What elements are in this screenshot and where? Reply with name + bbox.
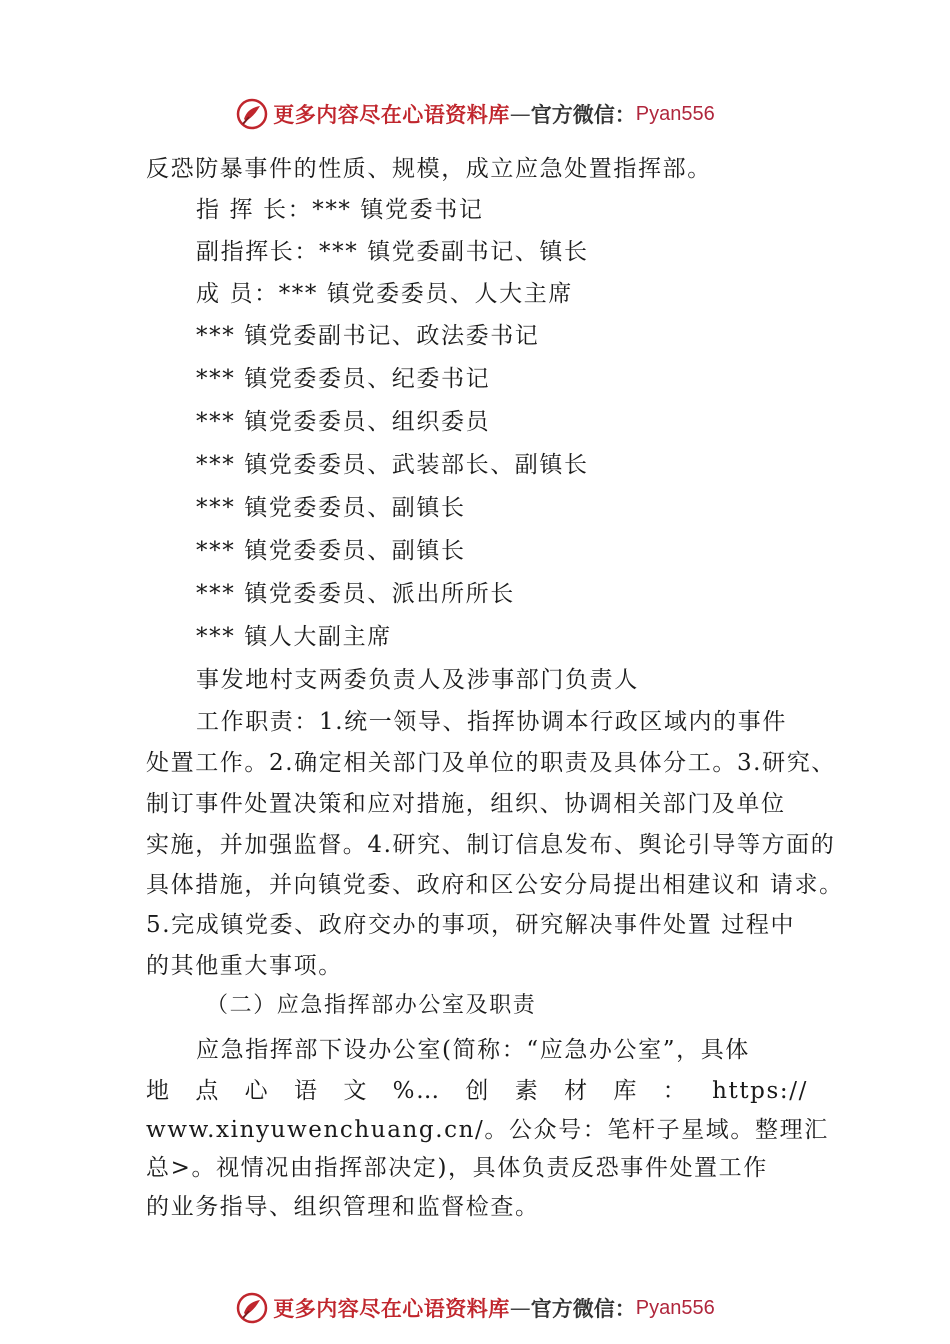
duties-line: 工作职责：1.统一领导、指挥协调本行政区域内的事件 <box>196 709 787 735</box>
spread-char: 创 <box>465 1078 491 1104</box>
spread-char: https:// <box>712 1078 808 1104</box>
spread-char: 库 <box>613 1078 639 1104</box>
member-line: *** 镇党委委员、组织委员 <box>196 409 491 435</box>
duties-line: 实施，并加强监督。4.研究、制订信息发布、舆论引导等方面的 <box>146 832 836 858</box>
office-line: www.xinyuwenchuang.cn/。公众号：笔杆子星域。整理汇 <box>146 1117 829 1143</box>
member-line: *** 镇党委委员、副镇长 <box>196 538 466 564</box>
header-separator: — <box>509 102 531 126</box>
village-line: 事发地村支两委负责人及涉事部门负责人 <box>196 667 639 693</box>
header-wechat-id: Pyan556 <box>635 102 715 125</box>
footer-banner <box>0 1288 950 1328</box>
header-wechat-label: 官方微信： <box>530 102 636 127</box>
spread-char: 地 <box>146 1078 171 1104</box>
member-line: *** 镇党委委员、派出所所长 <box>196 581 515 607</box>
duties-line: 5.完成镇党委、政府交办的事项，研究解决事件处置 过程中 <box>146 912 796 938</box>
intro-line: 反恐防暴事件的性质、规模，成立应急处置指挥部。 <box>146 156 712 182</box>
duties-line: 具体措施，并向镇党委、政府和区公安分局提出相建议和 请求。 <box>146 872 844 898</box>
member-line: *** 镇人大副主席 <box>196 624 392 650</box>
section-heading: （二）应急指挥部办公室及职责 <box>206 993 537 1018</box>
duties-line: 的其他重大事项。 <box>146 953 343 979</box>
member-first-line: 成 员：*** 镇党委委员、人大主席 <box>196 281 573 307</box>
spread-char: 心 <box>244 1078 270 1104</box>
spread-char: 语 <box>293 1078 319 1104</box>
spread-char: 素 <box>514 1078 540 1104</box>
member-line: *** 镇党委委员、纪委书记 <box>196 366 491 392</box>
brand-logo-icon <box>235 97 269 131</box>
commander-line: 指 挥 长：*** 镇党委书记 <box>196 197 484 223</box>
footer-separator: — <box>509 1296 531 1320</box>
member-line: *** 镇党委副书记、政法委书记 <box>196 323 540 349</box>
footer-brand-text: 更多内容尽在心语资料库 <box>273 1296 510 1321</box>
member-line: *** 镇党委委员、副镇长 <box>196 495 466 521</box>
spread-char: 材 <box>564 1078 589 1104</box>
spread-char: 点 <box>195 1078 220 1104</box>
brand-logo-icon <box>235 1291 269 1325</box>
spread-char: %… <box>392 1078 441 1104</box>
office-line: 应急指挥部下设办公室(简称：“应急办公室”，具体 <box>196 1037 750 1063</box>
deputy-commander-line: 副指挥长：*** 镇党委副书记、镇长 <box>196 239 589 265</box>
header-brand-text: 更多内容尽在心语资料库 <box>273 102 510 127</box>
spread-char: 文 <box>343 1078 368 1104</box>
spread-char: ： <box>662 1078 688 1104</box>
header-banner <box>0 94 950 134</box>
member-line: *** 镇党委委员、武装部长、副镇长 <box>196 452 589 478</box>
duties-line: 制订事件处置决策和应对措施，组织、协调相关部门及单位 <box>146 791 786 817</box>
office-spread-line <box>146 1076 808 1106</box>
office-line: 总>。视情况由指挥部决定)，具体负责反恐事件处置工作 <box>146 1155 768 1181</box>
office-line: 的业务指导、组织管理和监督检查。 <box>146 1194 540 1220</box>
footer-wechat-label: 官方微信： <box>530 1296 636 1321</box>
footer-wechat-id: Pyan556 <box>635 1296 715 1319</box>
duties-line: 处置工作。2.确定相关部门及单位的职责及具体分工。3.研究、 <box>146 750 836 776</box>
